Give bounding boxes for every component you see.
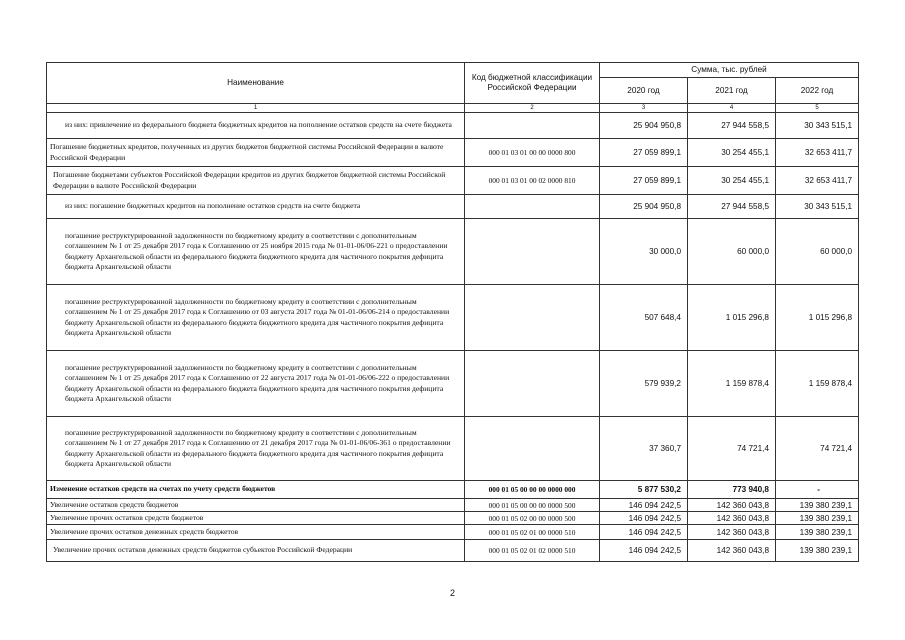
header-sum: Сумма, тыс. рублей — [600, 63, 859, 78]
table-row — [47, 113, 859, 139]
row-code: 000 01 05 00 00 00 0000 000 — [465, 481, 600, 499]
header-year-2021: 2021 год — [688, 78, 776, 104]
value-2022: 139 380 239,1 — [776, 499, 859, 512]
value-2020: 25 904 950,8 — [600, 195, 688, 219]
value-2020: 146 094 242,5 — [600, 499, 688, 512]
column-number: 2 — [465, 104, 600, 113]
row-name: из них: привлечение из федерального бюджета бюджетных кредитов на пополнение остатков средств на счете бюджета — [47, 113, 465, 139]
row-code — [465, 285, 600, 351]
table-row — [47, 481, 859, 499]
row-code — [465, 417, 600, 481]
value-2021: 142 360 043,8 — [688, 499, 776, 512]
row-name: Увеличение прочих остатков денежных средств бюджетов субъектов Российской Федерации — [47, 540, 465, 562]
row-name: Изменение остатков средств на счетах по учету средств бюджетов — [47, 481, 465, 499]
value-2022: - — [776, 481, 859, 499]
value-2021: 74 721,4 — [688, 417, 776, 481]
value-2022: 60 000,0 — [776, 219, 859, 285]
value-2022: 1 159 878,4 — [776, 351, 859, 417]
header-year-2020: 2020 год — [600, 78, 688, 104]
value-2021: 142 360 043,8 — [688, 525, 776, 540]
row-name: погашение реструктурированной задолженности по бюджетному кредиту в соответствии с дополнительным соглашением № 1 от 25 декабря 2017 года к Соглашению от 25 ноября 2015 года № 01-01-06/06-221 о предоставлении бюджету Архангельской области из федерального бюджета бюджетного кредита для частичного покрытия дефицита бюджета Архангельской области — [47, 219, 465, 285]
column-number: 3 — [600, 104, 688, 113]
row-code: 000 01 03 01 00 00 0000 800 — [465, 139, 600, 167]
value-2020: 146 094 242,5 — [600, 512, 688, 525]
value-2021: 773 940,8 — [688, 481, 776, 499]
row-name: погашение реструктурированной задолженности по бюджетному кредиту в соответствии с дополнительным соглашением № 1 от 25 декабря 2017 года к Соглашению от 03 августа 2017 года № 01-01-06/06-214 о предоставлении бюджету Архангельской области из федерального бюджета бюджетного кредита для частичного покрытия дефицита бюджета Архангельской области — [47, 285, 465, 351]
table-row — [47, 219, 859, 285]
row-code: 000 01 03 01 00 02 0000 810 — [465, 167, 600, 195]
column-number: 4 — [688, 104, 776, 113]
column-number-row — [47, 104, 859, 113]
value-2020: 27 059 899,1 — [600, 167, 688, 195]
row-name: Увеличение прочих остатков средств бюджетов — [47, 512, 465, 525]
page-number: 2 — [449, 588, 455, 598]
row-code — [465, 219, 600, 285]
table-row — [47, 540, 859, 562]
value-2020: 507 648,4 — [600, 285, 688, 351]
value-2022: 30 343 515,1 — [776, 113, 859, 139]
row-name: Увеличение прочих остатков денежных средств бюджетов — [47, 525, 465, 540]
value-2022: 32 653 411,7 — [776, 167, 859, 195]
table-row — [47, 167, 859, 195]
table-row — [47, 512, 859, 525]
value-2021: 1 015 296,8 — [688, 285, 776, 351]
value-2022: 32 653 411,7 — [776, 139, 859, 167]
row-code — [465, 113, 600, 139]
value-2020: 579 939,2 — [600, 351, 688, 417]
table-row — [47, 139, 859, 167]
value-2021: 142 360 043,8 — [688, 512, 776, 525]
budget-table — [46, 62, 859, 562]
column-number: 1 — [47, 104, 465, 113]
table-row — [47, 351, 859, 417]
row-code: 000 01 05 02 01 02 0000 510 — [465, 540, 600, 562]
header-year-2022: 2022 год — [776, 78, 859, 104]
value-2022: 30 343 515,1 — [776, 195, 859, 219]
value-2020: 146 094 242,5 — [600, 540, 688, 562]
value-2022: 74 721,4 — [776, 417, 859, 481]
value-2021: 30 254 455,1 — [688, 139, 776, 167]
value-2021: 27 944 558,5 — [688, 113, 776, 139]
value-2021: 142 360 043,8 — [688, 540, 776, 562]
row-name: погашение реструктурированной задолженности по бюджетному кредиту в соответствии с дополнительным соглашением № 1 от 27 декабря 2017 года к Соглашению от 21 декабря 2017 года № 01-01-06/06-361 о предоставлении бюджету Архангельской области из федерального бюджета бюджетного кредита для частичного покрытия дефицита бюджета Архангельской области — [47, 417, 465, 481]
table-row — [47, 195, 859, 219]
value-2021: 60 000,0 — [688, 219, 776, 285]
value-2020: 30 000,0 — [600, 219, 688, 285]
row-name: Погашение бюджетных кредитов, полученных из других бюджетов бюджетной системы Российской Федерации в валюте Российской Федерации — [47, 139, 465, 167]
value-2020: 5 877 530,2 — [600, 481, 688, 499]
value-2021: 27 944 558,5 — [688, 195, 776, 219]
row-code — [465, 195, 600, 219]
value-2022: 139 380 239,1 — [776, 540, 859, 562]
table-row — [47, 499, 859, 512]
row-code: 000 01 05 00 00 00 0000 500 — [465, 499, 600, 512]
value-2021: 30 254 455,1 — [688, 167, 776, 195]
value-2021: 1 159 878,4 — [688, 351, 776, 417]
row-name: из них: погашение бюджетных кредитов на пополнение остатков средств на счете бюджета — [47, 195, 465, 219]
value-2020: 27 059 899,1 — [600, 139, 688, 167]
row-name: Погашение бюджетами субъектов Российской Федерации кредитов из других бюджетов бюджетной системы Российской Федерации в валюте Российской Федерации — [47, 167, 465, 195]
table-row — [47, 417, 859, 481]
value-2020: 146 094 242,5 — [600, 525, 688, 540]
column-number: 5 — [776, 104, 859, 113]
row-name: Увеличение остатков средств бюджетов — [47, 499, 465, 512]
row-code: 000 01 05 02 01 00 0000 510 — [465, 525, 600, 540]
header-name: Наименование — [47, 63, 465, 104]
header-code: Код бюджетной классификации Российской Федерации — [465, 63, 600, 104]
table-row — [47, 525, 859, 540]
value-2022: 139 380 239,1 — [776, 525, 859, 540]
value-2020: 25 904 950,8 — [600, 113, 688, 139]
row-code — [465, 351, 600, 417]
table-row — [47, 285, 859, 351]
value-2022: 139 380 239,1 — [776, 512, 859, 525]
row-name: погашение реструктурированной задолженности по бюджетному кредиту в соответствии с дополнительным соглашением № 1 от 25 декабря 2017 года к Соглашению от 22 августа 2017 года № 01-01-06/06-222 о предоставлении бюджету Архангельской области из федерального бюджета бюджетного кредита для частичного покрытия дефицита бюджета Архангельской области — [47, 351, 465, 417]
value-2022: 1 015 296,8 — [776, 285, 859, 351]
row-code: 000 01 05 02 00 00 0000 500 — [465, 512, 600, 525]
value-2020: 37 360,7 — [600, 417, 688, 481]
